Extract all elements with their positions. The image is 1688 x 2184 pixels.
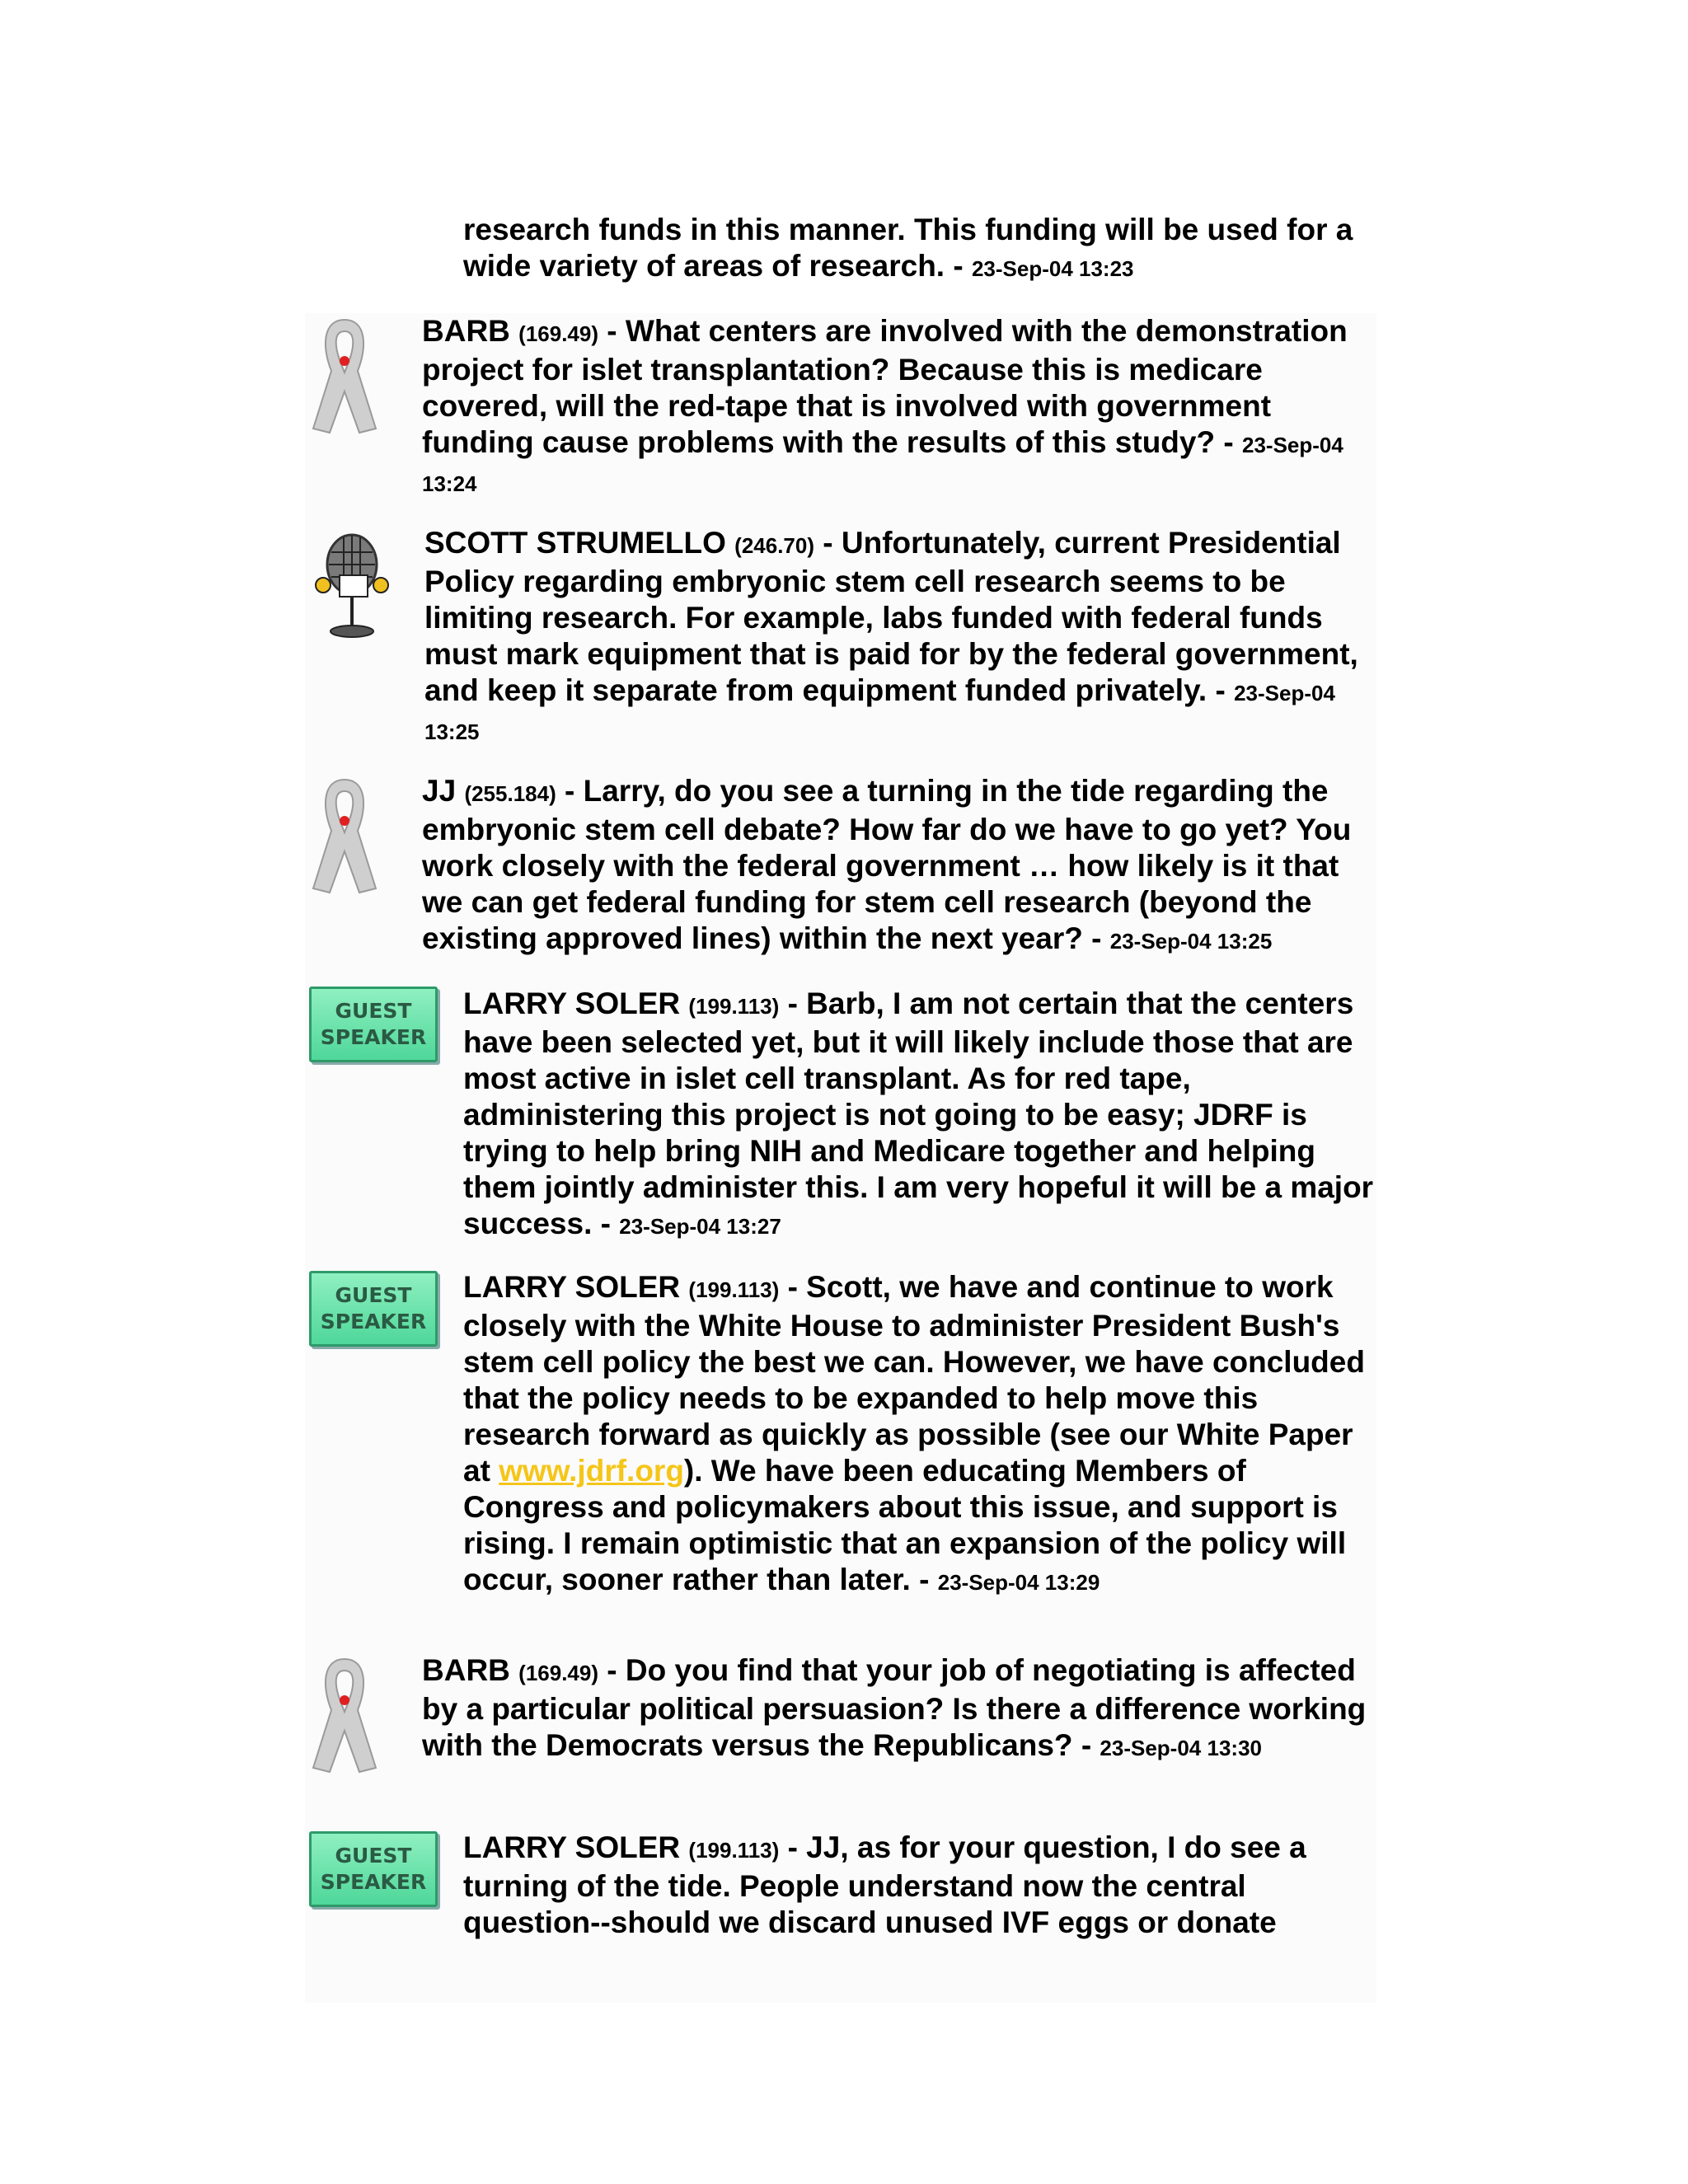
chat-message <box>422 1652 1386 1766</box>
sender-ip: (246.70) <box>734 533 814 558</box>
sender-name: LARRY SOLER <box>463 987 681 1020</box>
sender-name: BARB <box>422 314 510 348</box>
sender-ip: (199.113) <box>688 994 780 1019</box>
chat-message <box>463 986 1386 1244</box>
chat-message <box>463 1830 1386 1941</box>
sender-ip: (199.113) <box>688 1838 780 1863</box>
chat-message <box>422 773 1386 959</box>
ribbon-icon <box>307 313 382 437</box>
timestamp: 23-Sep-04 13:30 <box>1100 1736 1262 1760</box>
chat-message <box>424 525 1389 750</box>
chat-message <box>463 1269 1386 1601</box>
chat-message <box>422 313 1386 502</box>
sender-name: SCOTT STRUMELLO <box>424 526 726 560</box>
badge-line-2: SPEAKER <box>320 1310 427 1333</box>
sender-ip: (255.184) <box>464 781 556 806</box>
timestamp: 23-Sep-04 13:29 <box>937 1570 1100 1595</box>
timestamp: 23-Sep-04 13:27 <box>619 1214 781 1239</box>
sender-name: JJ <box>422 774 457 808</box>
timestamp: 23-Sep-04 13:23 <box>971 256 1134 281</box>
message-text: research funds in this manner. This funding will be used for a wide variety of areas of research. - <box>463 213 1353 283</box>
message-text: - Unfortunately, current Presidential Policy regarding embryonic stem cell research seems to be limiting research. For example, labs funded with federal funds must mark equipment that is paid for by the federal government, and keep it separate from equipment funded privately. - <box>424 526 1358 707</box>
badge-line-1: GUEST <box>335 1844 412 1868</box>
message-text: - Barb, I am not certain that the centers have been selected yet, but it will likely include those that are most active in islet cell transplant. As for red tape, administering this project is not going to be easy; JDRF is trying to help bring NIH and Medicare together and helping them jointly administer this. I am very hopeful it will be a major success. - <box>463 987 1374 1240</box>
sender-name: LARRY SOLER <box>463 1270 681 1304</box>
ribbon-icon <box>307 1652 382 1776</box>
sender-name: LARRY SOLER <box>463 1830 681 1864</box>
badge-line-2: SPEAKER <box>320 1025 427 1049</box>
message-text: ). We have been educating Members of Congress and policymakers about this issue, and support is rising. I remain optimistic that an expansion of the policy will occur, sooner rather than later. - <box>463 1454 1347 1596</box>
timestamp: 23-Sep-04 13:24 <box>422 433 1343 496</box>
message-text: - Do you find that your job of negotiating is affected by a particular political persuasion? Is there a difference working with the Democrats versus the Republicans? - <box>422 1653 1367 1762</box>
message-text: - Larry, do you see a turning in the tide regarding the embryonic stem cell debate? How far do we have to go yet? You work closely with the federal government … how likely is it that we can get federal funding for stem cell research (beyond the existing approved lines) within the next year? - <box>422 774 1352 955</box>
microphone-icon <box>307 527 397 643</box>
guest-speaker-badge <box>309 1271 438 1347</box>
ribbon-icon <box>307 773 382 897</box>
message-text: - JJ, as for your question, I do see a turning of the tide. People understand now the central question--should we discard unused IVF eggs or donate <box>463 1830 1306 1939</box>
sender-name: BARB <box>422 1653 510 1687</box>
chat-message <box>463 212 1386 287</box>
badge-line-2: SPEAKER <box>320 1870 427 1894</box>
jdrf-link[interactable]: www.jdrf.org <box>499 1454 684 1488</box>
guest-speaker-badge <box>309 987 438 1062</box>
timestamp: 23-Sep-04 13:25 <box>1109 929 1273 954</box>
message-text: - What centers are involved with the demonstration project for islet transplantation? Because this is medicare covered, will the red-tape that is involved with government funding cause problems with the results of this study? - <box>422 314 1348 459</box>
sender-ip: (169.49) <box>518 1661 599 1685</box>
sender-ip: (169.49) <box>518 321 599 346</box>
badge-line-1: GUEST <box>335 1283 412 1307</box>
guest-speaker-badge <box>309 1831 438 1907</box>
message-text: - Scott, we have and continue to work closely with the White House to administer President Bush's stem cell policy the best we can. However, we have concluded that the policy needs to be expanded to help move this research forward as quickly as possible (see our White Paper at <box>463 1270 1365 1488</box>
sender-ip: (199.113) <box>688 1277 780 1302</box>
timestamp: 23-Sep-04 13:25 <box>424 681 1335 744</box>
badge-line-1: GUEST <box>335 999 412 1023</box>
